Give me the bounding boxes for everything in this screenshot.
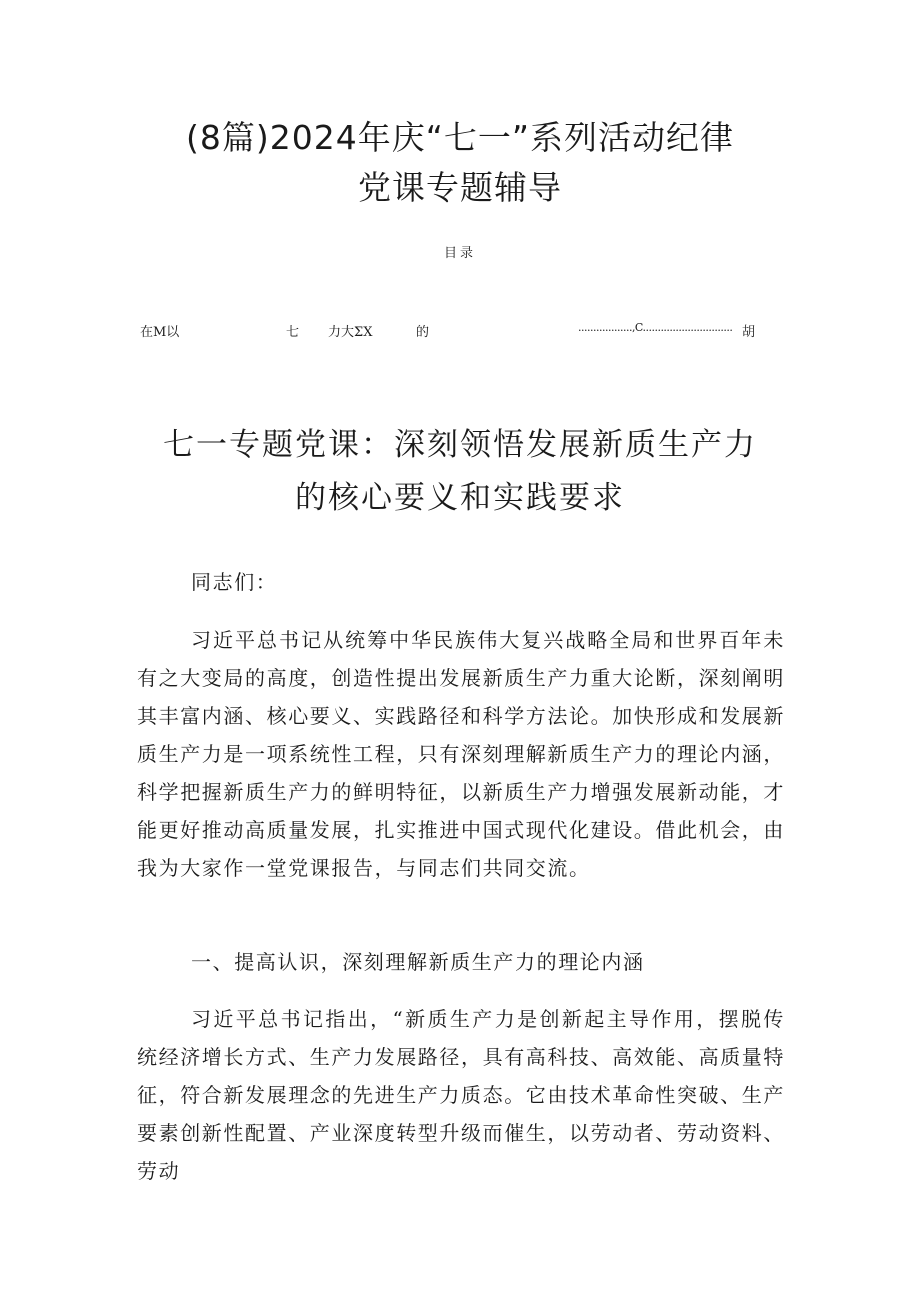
toc-entry-text-2: 七	[286, 325, 300, 340]
salutation: 同志们：	[191, 570, 278, 594]
body-paragraph: 习近平总书记指出，“新质生产力是创新起主导作用，摆脱传统经济增长方式、生产力发展路径，具有高科技、高效能、高质量特征，符合新发展理念的先进生产力质态。它由技术革命性突破、生产要素创新性配置、产业深度转型升级而催生，以劳动者、劳动资料、劳动	[137, 1007, 785, 1183]
document-title-line-2: 党课专题辅导	[358, 168, 562, 207]
section-heading: 一、提高认识，深刻理解新质生产力的理论内涵	[191, 950, 645, 974]
toc-entry-text-4: 的	[416, 325, 430, 340]
section-title-line-2: 的核心要义和实践要求	[295, 480, 625, 516]
toc-entry-text-1: 在M以	[140, 325, 180, 340]
toc-dot-leader: ..................,C..............................	[578, 321, 733, 334]
toc-page-number: 胡	[742, 325, 756, 340]
section-title-line-1: 七一专题党课：深刻领悟发展新质生产力	[163, 427, 757, 463]
toc-entry[interactable]	[140, 321, 760, 341]
body-paragraph: 习近平总书记从统筹中华民族伟大复兴战略全局和世界百年未有之大变局的高度，创造性提出发展新质生产力重大论断，深刻阐明其丰富内涵、核心要义、实践路径和科学方法论。加快形成和发展新质生产力是一项系统性工程，只有深刻理解新质生产力的理论内涵，科学把握新质生产力的鲜明特征，以新质生产力增强发展新动能，才能更好推动高质量发展，扎实推进中国式现代化建设。借此机会，由我为大家作一堂党课报告，与同志们共同交流。	[137, 628, 785, 880]
toc-entry-text-3: 力大ΣX	[328, 325, 373, 340]
document-title-line-1: (8篇)2024年庆“七一”系列活动纪律	[186, 118, 734, 157]
toc-heading: 目录	[443, 246, 476, 261]
